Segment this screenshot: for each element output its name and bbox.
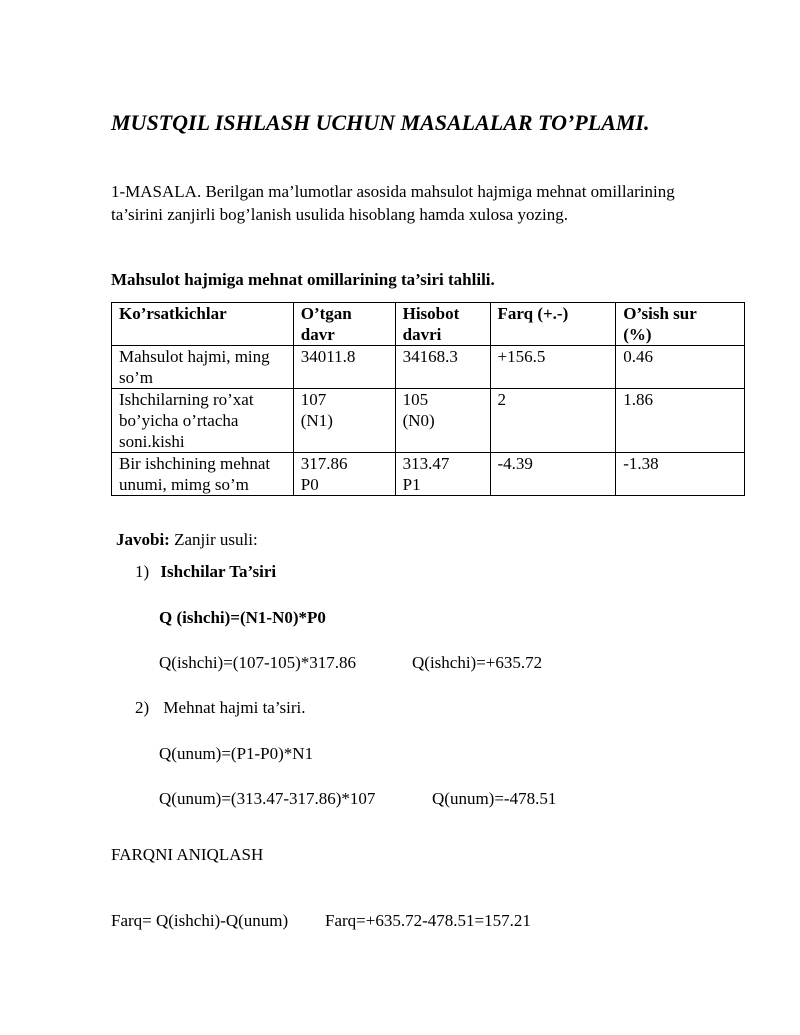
table-row [112,346,745,389]
header-cell: O’sish sur (%) [616,303,745,346]
problem-statement [111,180,751,226]
problem-line-2: ta’sirini zanjirli bog’lanish usulida hisoblang hamda xulosa yozing. [111,205,569,224]
table-cell: 317.86 P0 [293,453,395,496]
header-cell: Farq (+.-) [490,303,616,346]
header-cell: Ko’rsatkichlar [112,303,294,346]
problem-line-1: 1-MASALA. Berilgan ma’lumotlar asosida mahsulot hajmiga mehnat omillarining [111,182,675,201]
step-1-formula: Q (ishchi)=(N1-N0)*P0 [159,608,326,627]
answer-label: Javobi: [116,530,170,549]
step-1-title: Ishchilar Ta’siri [160,562,277,581]
step-2-calc: Q(unum)=(313.47-317.86)*107 [159,789,376,808]
page-title: MUSTQIL ISHLASH UCHUN MASALALAR TO’PLAMI. [111,110,650,135]
header-cell: Hisobot davri [395,303,490,346]
table-cell: 105 (N0) [395,389,490,453]
table-cell: 107 (N1) [293,389,395,453]
answer-line [116,530,258,550]
difference-formula: Farq= Q(ishchi)-Q(unum) [111,911,289,930]
step-1-heading [135,562,276,582]
answer-method: Zanjir usuli: [169,530,258,549]
table-cell: -4.39 [490,453,616,496]
table-cell: 1.86 [616,389,745,453]
step-2-title: Mehnat hajmi ta’siri. [163,698,306,717]
step-1-calc: Q(ishchi)=(107-105)*317.86 [159,653,357,672]
step-2-result: Q(unum)=-478.51 [432,789,557,808]
table-cell: 0.46 [616,346,745,389]
step-1-number: 1) [135,562,150,581]
table-row [112,389,745,453]
table-cell: 313.47 P1 [395,453,490,496]
header-cell: O’tgan davr [293,303,395,346]
table-cell: 34011.8 [293,346,395,389]
step-2-number: 2) [135,698,150,717]
data-table [111,302,745,496]
difference-result: Farq=+635.72-478.51=157.21 [325,911,531,930]
step-1-result: Q(ishchi)=+635.72 [412,653,543,672]
table-cell: +156.5 [490,346,616,389]
table-cell: Ishchilarning ro’xat bo’yicha o’rtacha soni.kishi [112,389,294,453]
table-header-row [112,303,745,346]
table-cell: 34168.3 [395,346,490,389]
step-2-heading [135,698,306,718]
table-cell: Mahsulot hajmi, ming so’m [112,346,294,389]
table-cell: -1.38 [616,453,745,496]
table-row [112,453,745,496]
table-cell: 2 [490,389,616,453]
table-cell: Bir ishchining mehnat unumi, mimg so’m [112,453,294,496]
step-2-formula: Q(unum)=(P1-P0)*N1 [159,744,314,763]
difference-heading: FARQNI ANIQLASH [111,845,264,864]
table-caption: Mahsulot hajmiga mehnat omillarining ta’siri tahlili. [111,270,495,289]
